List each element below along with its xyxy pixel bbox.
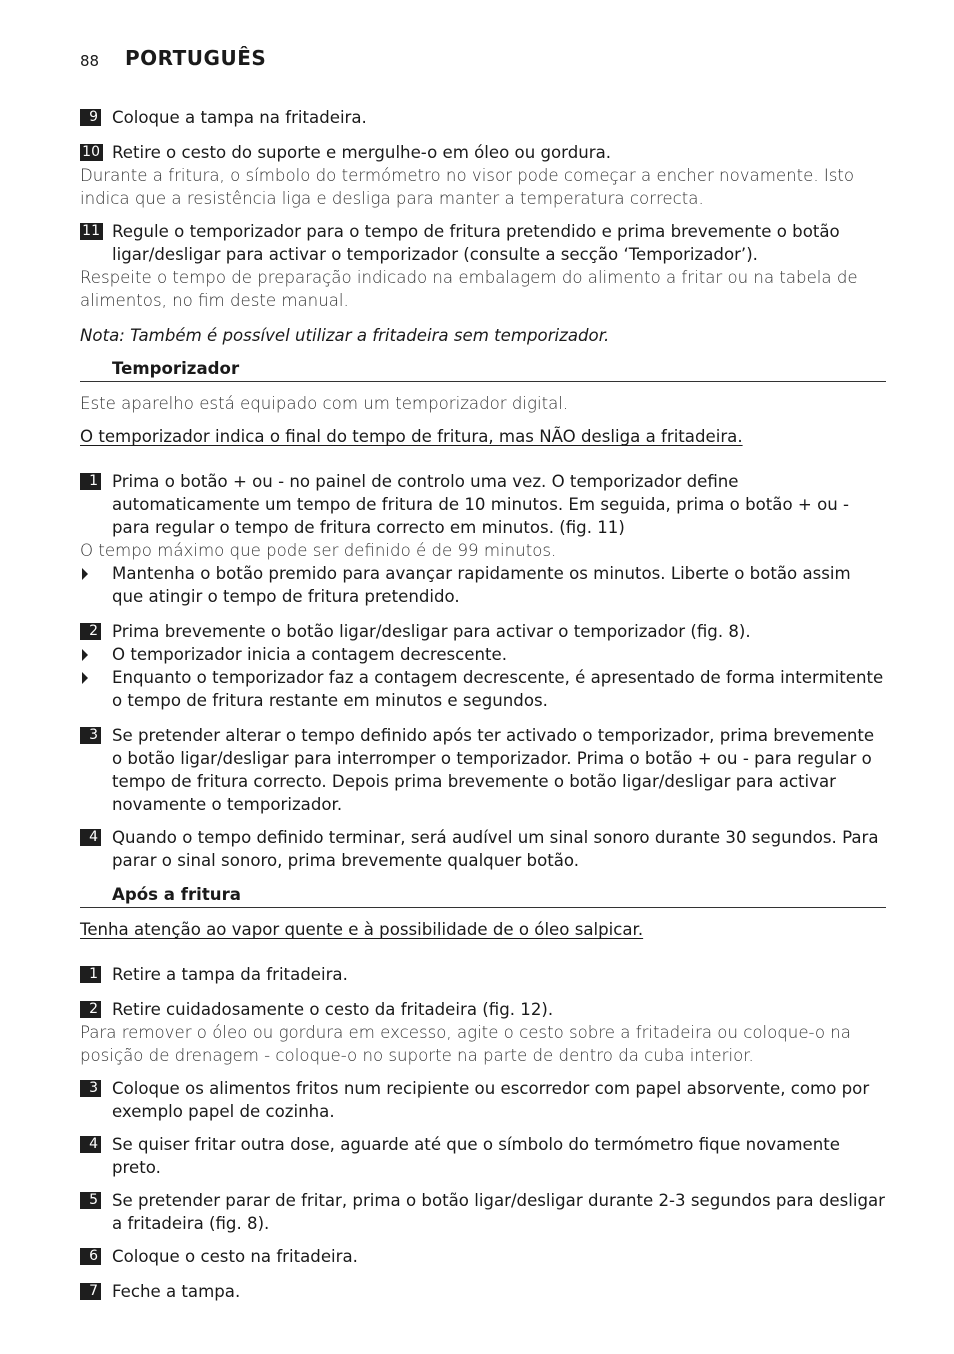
step-text: Prima o botão + ou - no painel de controlo uma vez. O temporizador define automaticamente um tempo de fritura de 10 minutos. Em seguida, prima o botão + ou - para regular o tempo de fritura correcto em minutos. (fig. 11)	[112, 472, 849, 537]
step-number: 4	[80, 1136, 101, 1153]
page-number: 88	[80, 52, 100, 70]
step-number: 1	[80, 473, 101, 490]
step-text: Se pretender parar de fritar, prima o botão ligar/desligar durante 2-3 segundos para desligar a fritadeira (fig. 8).	[112, 1191, 885, 1233]
step-number: 9	[80, 109, 101, 126]
step-text: Retire o cesto do suporte e mergulhe-o em óleo ou gordura.	[112, 143, 612, 162]
step-note: O tempo máximo que pode ser definido é de 99 minutos.	[80, 541, 557, 560]
step-9	[80, 106, 886, 129]
step-number: 1	[80, 966, 101, 983]
step-text: Retire a tampa da fritadeira.	[112, 965, 348, 984]
step-note: Durante a fritura, o símbolo do termómetro no visor pode começar a encher novamente. Isto indica que a resistência liga e desliga para manter a temperatura correcta.	[80, 166, 855, 208]
step-11	[80, 220, 886, 266]
step-text: Retire cuidadosamente o cesto da fritadeira (fig. 12).	[112, 1000, 554, 1019]
step-text: Coloque os alimentos fritos num recipiente ou escorredor com papel absorvente, como por exemplo papel de cozinha.	[112, 1079, 870, 1121]
bullet-item	[80, 666, 886, 712]
note-text: Nota: Também é possível utilizar a fritadeira sem temporizador.	[80, 326, 610, 345]
step-text: Prima brevemente o botão ligar/desligar para activar o temporizador (fig. 8).	[112, 622, 751, 641]
step-number: 5	[80, 1192, 101, 1209]
timer-step-4	[80, 826, 886, 872]
step-text: Coloque a tampa na fritadeira.	[112, 108, 367, 127]
after-step-2	[80, 998, 886, 1021]
bullet-item	[80, 643, 886, 666]
step-number: 4	[80, 829, 101, 846]
step-text: Regule o temporizador para o tempo de fritura pretendido e prima brevemente o botão ligar/desligar para activar o temporizador (consulte a secção ‘Temporizador’).	[112, 222, 840, 264]
step-number: 10	[80, 144, 103, 161]
step-number: 3	[80, 727, 101, 744]
warning-text: Tenha atenção ao vapor quente e à possibilidade de o óleo salpicar.	[80, 920, 644, 939]
after-step-6	[80, 1245, 886, 1268]
step-note: Respeite o tempo de preparação indicado na embalagem do alimento a fritar ou na tabela de alimentos, no fim deste manual.	[80, 268, 858, 310]
step-number: 7	[80, 1283, 101, 1300]
section-heading-temporizador: Temporizador	[80, 357, 886, 382]
bullet-item	[80, 562, 886, 608]
bullet-text: Mantenha o botão premido para avançar rapidamente os minutos. Liberte o botão assim que atingir o tempo de fritura pretendido.	[112, 564, 851, 606]
bullet-triangle-icon	[82, 568, 88, 580]
bullet-triangle-icon	[82, 649, 88, 661]
step-text: Feche a tampa.	[112, 1282, 241, 1301]
timer-step-3	[80, 724, 886, 816]
timer-step-2	[80, 620, 886, 643]
after-step-4	[80, 1133, 886, 1179]
after-step-3	[80, 1077, 886, 1123]
step-number: 3	[80, 1080, 101, 1097]
section-intro: Este aparelho está equipado com um temporizador digital.	[80, 394, 569, 413]
step-number: 2	[80, 1001, 101, 1018]
language-title: PORTUGUÊS	[125, 46, 267, 70]
bullet-triangle-icon	[82, 672, 88, 684]
step-10	[80, 141, 886, 164]
step-note: Para remover o óleo ou gordura em excesso, agite o cesto sobre a fritadeira ou coloque-o na posição de drenagem - coloque-o no suporte na parte de dentro da cuba interior.	[80, 1023, 851, 1065]
step-text: Se quiser fritar outra dose, aguarde até que o símbolo do termómetro fique novamente preto.	[112, 1135, 840, 1177]
bullet-text: O temporizador inicia a contagem decrescente.	[112, 645, 508, 664]
after-step-1	[80, 963, 886, 986]
step-text: Coloque o cesto na fritadeira.	[112, 1247, 358, 1266]
step-text: Quando o tempo definido terminar, será audível um sinal sonoro durante 30 segundos. Para parar o sinal sonoro, prima brevemente qualquer botão.	[112, 828, 879, 870]
step-number: 11	[80, 223, 103, 240]
section-heading-apos-fritura: Após a fritura	[80, 883, 886, 908]
step-number: 6	[80, 1248, 101, 1265]
after-step-7	[80, 1280, 886, 1303]
page-content	[80, 106, 886, 1303]
step-number: 2	[80, 623, 101, 640]
timer-step-1	[80, 470, 886, 539]
warning-text: O temporizador indica o final do tempo de fritura, mas NÃO desliga a fritadeira.	[80, 427, 743, 446]
bullet-text: Enquanto o temporizador faz a contagem decrescente, é apresentado de forma intermitente o tempo de fritura restante em minutos e segundos.	[112, 668, 884, 710]
after-step-5	[80, 1189, 886, 1235]
step-text: Se pretender alterar o tempo definido após ter activado o temporizador, prima brevemente o botão ligar/desligar para interromper o temporizador. Prima o botão + ou - para regular o tempo de fritura correcto. Depois prima brevemente o botão ligar/desligar para activar novamente o temporizador.	[112, 726, 875, 814]
